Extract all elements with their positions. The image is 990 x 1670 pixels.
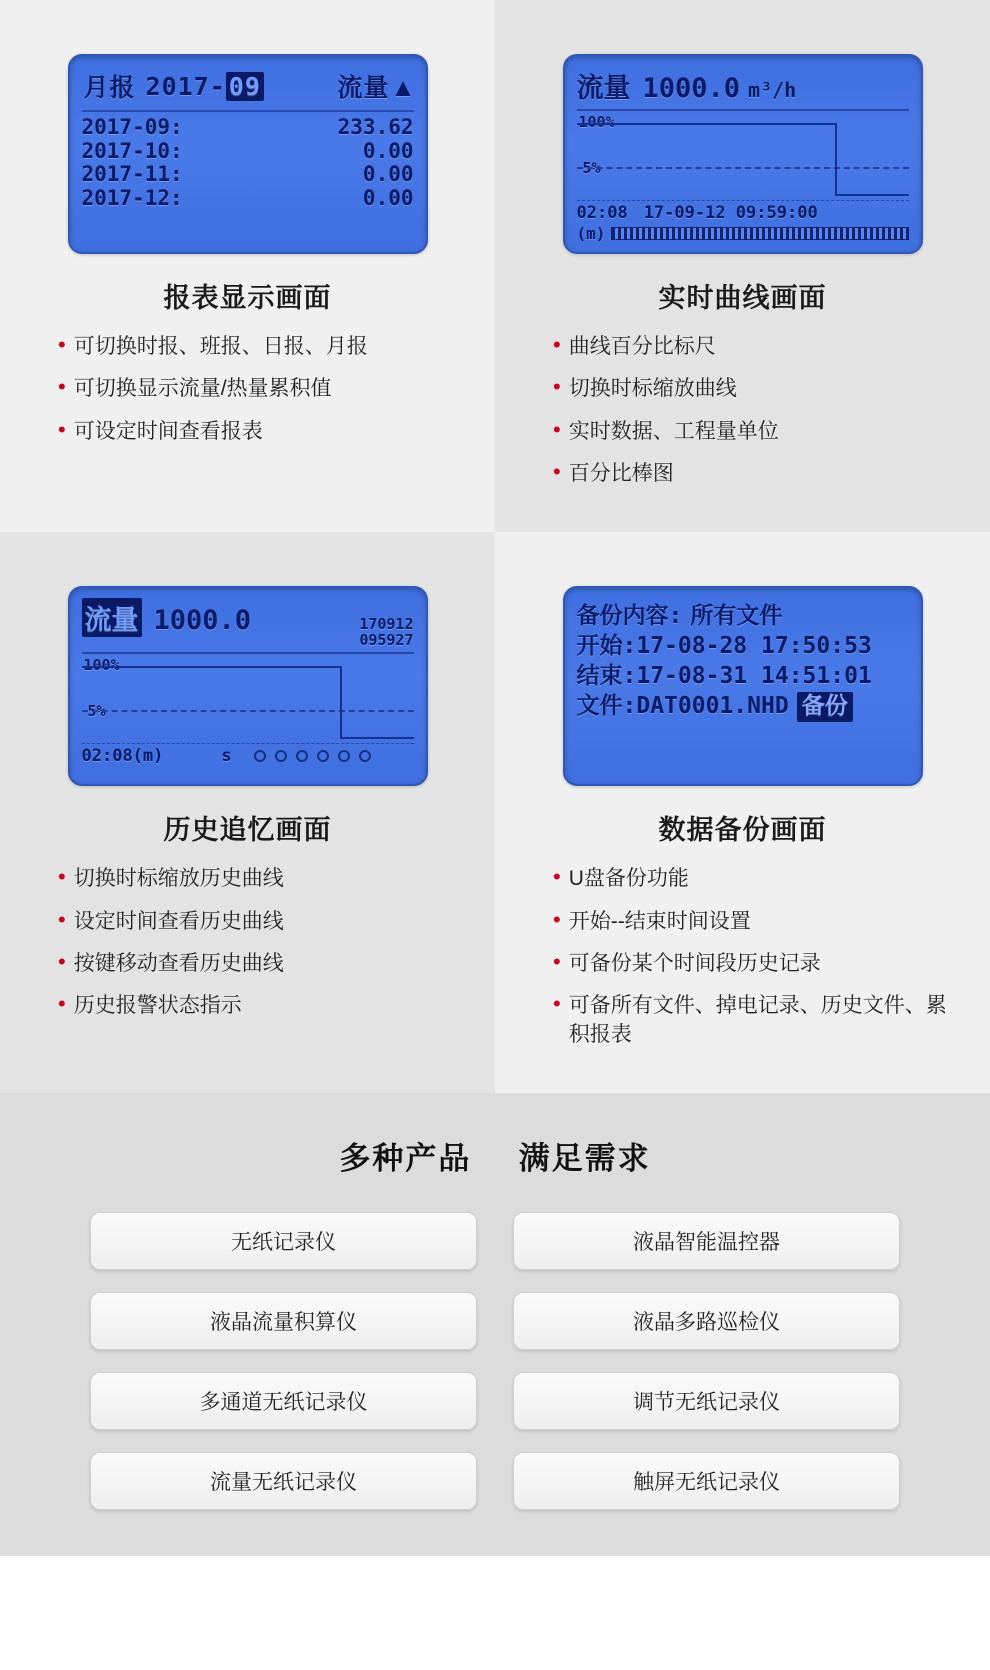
product-button[interactable]: 液晶智能温控器 [513, 1212, 900, 1270]
history-value: 1000.0 [153, 605, 252, 637]
sort-up-icon: ▲ [395, 71, 412, 101]
plot-trace-drop [835, 123, 837, 196]
history-timebase[interactable]: 02:08(m) [81, 745, 164, 766]
report-row-date: 2017-11: [81, 162, 183, 187]
backup-content-label: 备份内容: [576, 603, 683, 630]
list-item [58, 908, 459, 936]
list-item-label: 可切换时报、班报、日报、月报 [73, 335, 368, 358]
list-item [553, 418, 954, 446]
plot-trace-bottom [342, 737, 414, 739]
realtime-title-label: 流量 [576, 73, 631, 104]
lcd-screen-history [68, 586, 428, 786]
product-button[interactable]: 无纸记录仪 [90, 1212, 477, 1270]
backup-line-start [577, 632, 909, 662]
backup-line-content [577, 602, 909, 632]
lcd-screen-report [68, 54, 428, 254]
plot-midline [82, 710, 414, 712]
realtime-plot [577, 109, 909, 201]
bullet-dot-icon: • [58, 949, 66, 975]
list-item-label: 切换时标缩放曲线 [568, 377, 737, 401]
products-title [0, 1133, 990, 1178]
backup-action-button[interactable]: 备份 [797, 692, 853, 722]
table-row [82, 116, 414, 140]
scale-mid-label: 5% [87, 701, 106, 720]
list-item-label: 按键移动查看历史曲线 [73, 952, 284, 976]
report-row-value: 0.00 [362, 185, 414, 210]
bullet-dot-icon: • [553, 906, 561, 932]
feature-list-report [36, 333, 459, 446]
list-item-label: 可设定时间查看报表 [73, 419, 263, 443]
plot-midline [577, 167, 909, 169]
report-row-value: 0.00 [362, 138, 414, 163]
bullet-dot-icon: • [58, 991, 66, 1017]
list-item [58, 375, 459, 403]
scale-mid-label: 5% [582, 159, 601, 177]
report-metric-label: 流量 [337, 73, 390, 102]
list-item-label: 实时数据、工程量单位 [568, 419, 779, 443]
report-row-value: 233.62 [337, 115, 414, 139]
list-item [553, 865, 954, 893]
report-header [82, 66, 414, 108]
list-item-label: 历史报警状态指示 [73, 994, 242, 1018]
alarm-dot-icon [338, 750, 350, 762]
report-row-date: 2017-09: [81, 115, 183, 139]
alarm-status-dots [254, 750, 371, 762]
bullet-dot-icon: • [553, 374, 561, 400]
report-divider [82, 110, 414, 112]
realtime-bar-row [577, 224, 909, 243]
product-button[interactable]: 液晶流量积算仪 [90, 1292, 477, 1350]
lcd-screen-realtime [563, 54, 923, 254]
report-year: 2017- [145, 71, 226, 101]
panel-caption: 数据备份画面 [658, 815, 827, 846]
report-month-selected[interactable]: 09 [226, 72, 264, 101]
lcd-screen-backup [563, 586, 923, 786]
scale-top-label: 100% [83, 655, 120, 674]
history-title-label[interactable]: 流量 [82, 598, 142, 637]
bullet-dot-icon: • [553, 991, 561, 1017]
backup-line-end [577, 662, 909, 692]
backup-start-label: 开始: [576, 633, 637, 660]
product-button[interactable]: 调节无纸记录仪 [513, 1372, 900, 1430]
list-item-label: 可备份某个时间段历史记录 [568, 952, 821, 976]
lcd-wrap-history [36, 586, 459, 786]
bullet-dot-icon: • [58, 416, 66, 442]
plot-trace-top [82, 666, 342, 668]
backup-file-value: DAT0001.NHD [636, 693, 789, 720]
percent-bar [611, 227, 908, 240]
list-item [553, 375, 954, 403]
list-item [58, 992, 459, 1020]
alarm-dot-icon [254, 750, 266, 762]
plot-trace-drop [340, 666, 342, 739]
table-row [82, 187, 414, 211]
realtime-timebase[interactable]: 02:08 [576, 203, 628, 223]
list-item [553, 992, 954, 1049]
product-button[interactable]: 流量无纸记录仪 [90, 1452, 477, 1510]
list-item [58, 333, 459, 361]
realtime-footer [577, 203, 909, 223]
history-status-label: s [221, 745, 232, 766]
plot-trace-bottom [837, 194, 909, 196]
product-button[interactable]: 多通道无纸记录仪 [90, 1372, 477, 1430]
panel-caption: 实时曲线画面 [658, 283, 827, 313]
alarm-dot-icon [359, 750, 371, 762]
lcd-wrap-report [36, 54, 459, 254]
list-item [553, 950, 954, 978]
feature-list-realtime [531, 333, 954, 488]
product-button[interactable]: 触屏无纸记录仪 [513, 1452, 900, 1510]
feature-panel-realtime [495, 0, 990, 532]
realtime-bar-label: (m) [576, 224, 606, 243]
feature-panel-history [0, 532, 495, 1093]
backup-content-value[interactable]: 所有文件 [690, 603, 783, 630]
bullet-dot-icon: • [58, 332, 66, 357]
history-footer [82, 746, 414, 766]
products-title-right: 满足需求 [518, 1141, 651, 1177]
bullet-dot-icon: • [58, 906, 66, 932]
report-row-date: 2017-10: [81, 138, 183, 163]
backup-end-value[interactable]: 17-08-31 14:51:01 [636, 663, 872, 690]
realtime-unit: m³/h [748, 78, 797, 102]
report-row-date: 2017-12: [81, 185, 183, 210]
products-title-left: 多种产品 [339, 1141, 472, 1177]
list-item-label: U盘备份功能 [568, 867, 689, 891]
feature-panel-backup [495, 532, 990, 1093]
report-row-value: 0.00 [362, 162, 414, 187]
history-stamp [359, 617, 413, 648]
plot-trace-top [577, 123, 837, 125]
backup-file-label: 文件: [576, 693, 637, 720]
list-item-label: 开始--结束时间设置 [568, 909, 751, 933]
products-grid [0, 1212, 990, 1510]
list-item-label: 百分比棒图 [568, 462, 674, 486]
backup-end-label: 结束: [576, 663, 637, 690]
list-item [553, 460, 954, 488]
feature-list-history [36, 865, 459, 1020]
bullet-dot-icon: • [58, 864, 66, 890]
list-item-label: 可备所有文件、掉电记录、历史文件、累积报表 [568, 994, 947, 1046]
products-section [0, 1093, 990, 1556]
bullet-dot-icon: • [58, 374, 66, 400]
table-row [82, 140, 414, 164]
alarm-dot-icon [317, 750, 329, 762]
bullet-dot-icon: • [553, 949, 561, 975]
list-item-label: 设定时间查看历史曲线 [73, 909, 284, 933]
panel-caption: 历史追忆画面 [163, 815, 332, 846]
list-item [58, 950, 459, 978]
bullet-dot-icon: • [553, 416, 561, 442]
history-plot [82, 652, 414, 744]
list-item-label: 曲线百分比标尺 [568, 335, 716, 358]
lcd-wrap-backup [531, 586, 954, 786]
bullet-dot-icon: • [553, 459, 561, 485]
product-button[interactable]: 液晶多路巡检仪 [513, 1292, 900, 1350]
table-row [82, 163, 414, 187]
history-stamp-date: 170912 [359, 615, 414, 634]
list-item [553, 908, 954, 936]
scale-top-label: 100% [578, 113, 615, 131]
list-item [553, 333, 954, 361]
backup-start-value[interactable]: 17-08-28 17:50:53 [636, 633, 872, 660]
history-stamp-time: 095927 [359, 630, 414, 649]
feature-list-backup [531, 865, 954, 1049]
lcd-wrap-realtime [531, 54, 954, 254]
list-item-label: 可切换显示流量/热量累积值 [73, 377, 332, 401]
panel-caption: 报表显示画面 [163, 283, 332, 313]
alarm-dot-icon [275, 750, 287, 762]
realtime-header [577, 66, 909, 105]
backup-line-file [577, 692, 909, 722]
report-title-label: 月报 [83, 73, 136, 102]
alarm-dot-icon [296, 750, 308, 762]
feature-panel-report [0, 0, 495, 532]
realtime-value: 1000.0 [642, 73, 741, 104]
list-item-label: 切换时标缩放历史曲线 [73, 867, 284, 891]
list-item [58, 865, 459, 893]
bullet-dot-icon: • [553, 332, 561, 357]
list-item [58, 418, 459, 446]
bullet-dot-icon: • [553, 864, 561, 890]
realtime-timestamp: 17-09-12 09:59:00 [643, 203, 818, 223]
history-header [82, 598, 414, 648]
